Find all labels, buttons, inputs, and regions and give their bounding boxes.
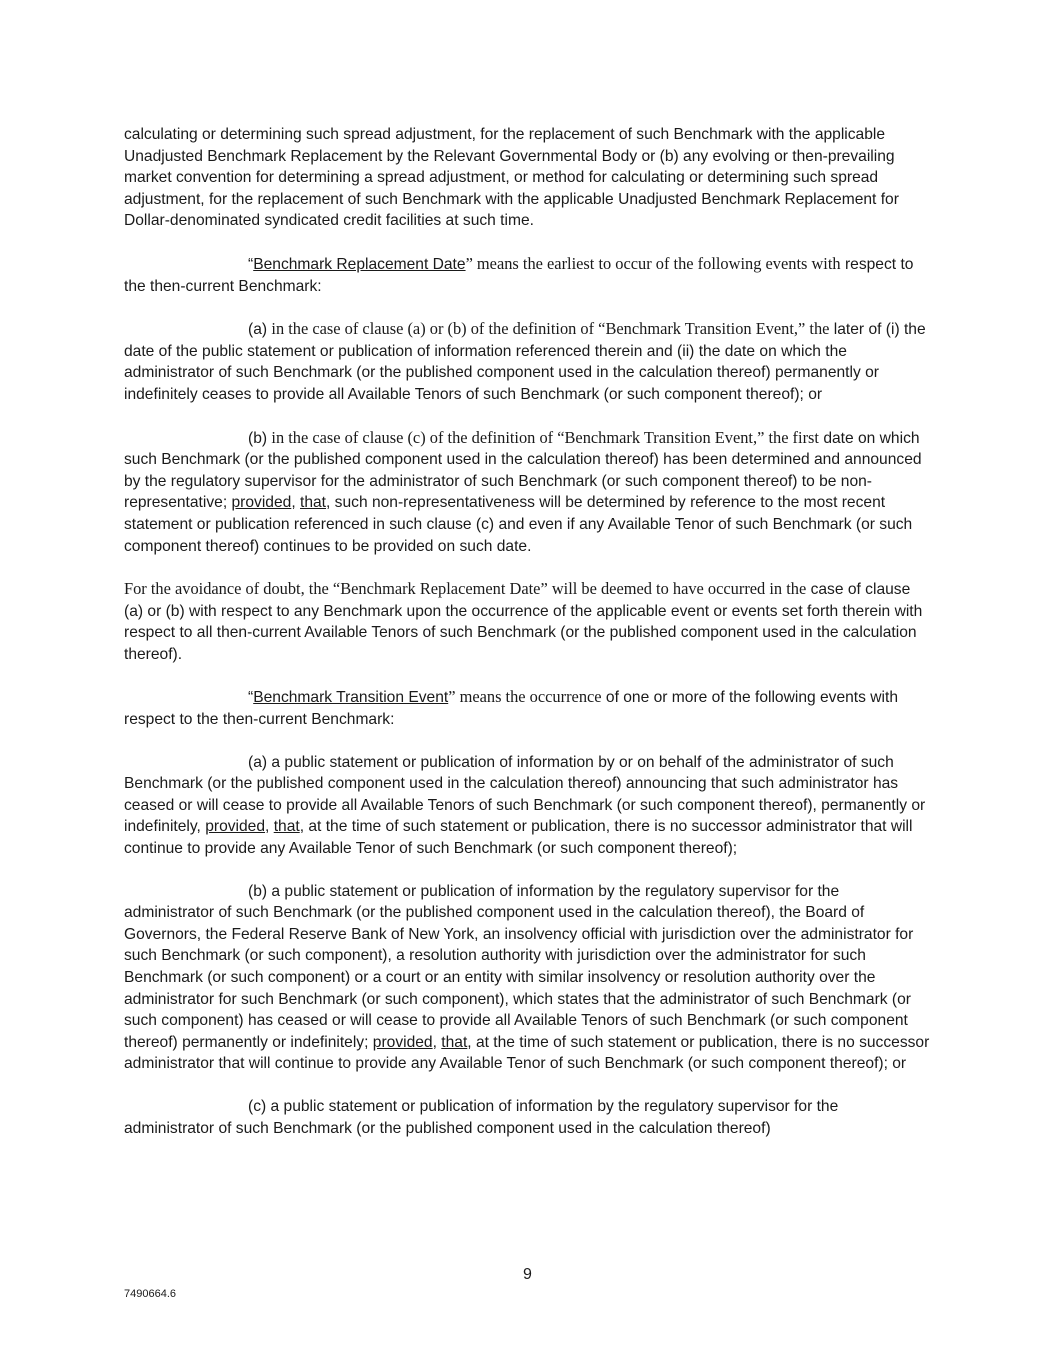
clause-label: (c) [248,1097,267,1115]
that-term: that [300,494,327,512]
provided-term: provided [205,818,266,836]
clause-a-transition-event: (a) a public statement or publication of information by or on behalf of the administrator of such Benchmark (or the published component used in the calculation thereof) announcing that such administrator has ceased or will cease to provide all Available Tenors of such Benchmark (or such component thereof), permanently or indefinitely, provided, that, at the time of such statement or publication, there is no successor administrator that will continue to provide any Available Tenor of such Benchmark (or such component thereof); [124,753,926,858]
provided-term: provided [372,1033,433,1051]
avoidance-of-doubt-paragraph: For the avoidance of doubt, the “Benchmark Replacement Date” will be deemed to have occurred in the case of clause (a) or (b) with respect to any Benchmark upon the occurrence of the applicable event or events set forth therein with respect to all then-current Available Tenors of such Benchmark (or the published component used in the calculation thereof). [124,579,923,663]
clause-label: (b) [248,882,268,900]
that-term: that [441,1033,468,1051]
clause-label: (b) [248,429,268,447]
clause-c-transition-event: (c) a public statement or publication of information by the regulatory supervisor for the administrator of such Benchmark (or the published component used in the calculation thereof) [124,1097,839,1137]
defined-term: Benchmark Transition Event [253,689,449,707]
document-id: 7490664.6 [124,1288,176,1300]
paragraph-spread-adjustment-continued: calculating or determining such spread adjustment, for the replacement of such Benchmark with the applicable Unadjusted Benchmark Replacement by the Relevant Governmental Body or (b) any evolving or then-prevailing market convention for determining a spread adjustment, or method for calculating or determining such spread adjustment, for the replacement of such Benchmark with the applicable Unadjusted Benchmark Replacement for Dollar-denominated syndicated credit facilities at such time. [124,126,899,230]
clause-b-replacement-date: (b) in the case of clause (c) of the definition of “Benchmark Transition Event,” the first date on which such Benchmark (or the published component used in the calculation thereof) has been determined and announced by the regulatory supervisor for the administrator of such Benchmark (or such component thereof) to be non-representative; provided, that, such non-representativeness will be determined by reference to the most recent statement or publication referenced in such clause (c) and even if any Available Tenor of such Benchmark (or such component thereof) continues to be provided on such date. [124,427,922,555]
provided-term: provided [231,494,292,512]
that-term: that [273,818,300,836]
definition-benchmark-transition-event: “Benchmark Transition Event” means the occurrence of one or more of the following events with respect to the then-current Benchmark: [124,687,899,729]
definition-benchmark-replacement-date: “Benchmark Replacement Date” means the earliest to occur of the following events with respect to the then-current Benchmark: [124,253,914,295]
clause-b-transition-event: (b) a public statement or publication of information by the regulatory supervisor for the administrator of such Benchmark (or the published component used in the calculation thereof), the Board of Governors, the Federal Reserve Bank of New York, an insolvency official with jurisdiction over the administrator for such Benchmark (or such component), a resolution authority with jurisdiction over the administrator for such Benchmark (or such component) or a court or an entity with similar insolvency or resolution authority over the administrator for such Benchmark (or such component), which states that the administrator of such Benchmark (or such component) has ceased or will cease to provide all Available Tenors of such Benchmark (or such component thereof) permanently or indefinitely; provided, that, at the time of such statement or publication, there is no successor administrator that will continue to provide any Available Tenor of such Benchmark (or such component thereof); or [124,882,930,1073]
page-number: 9 [523,1266,532,1283]
document-body [124,124,932,1160]
defined-term: Benchmark Replacement Date [253,255,466,273]
clause-label: (a) [248,753,268,771]
clause-label: (a) [248,321,268,339]
clause-a-replacement-date: (a) in the case of clause (a) or (b) of the definition of “Benchmark Transition Event,” the later of (i) the date of the public statement or publication of information referenced therein and (ii) the date on which the administrator of such Benchmark (or the published component used in the calculation thereof) permanently or indefinitely ceases to provide all Available Tenors of such Benchmark (or such component thereof); or [124,319,926,403]
